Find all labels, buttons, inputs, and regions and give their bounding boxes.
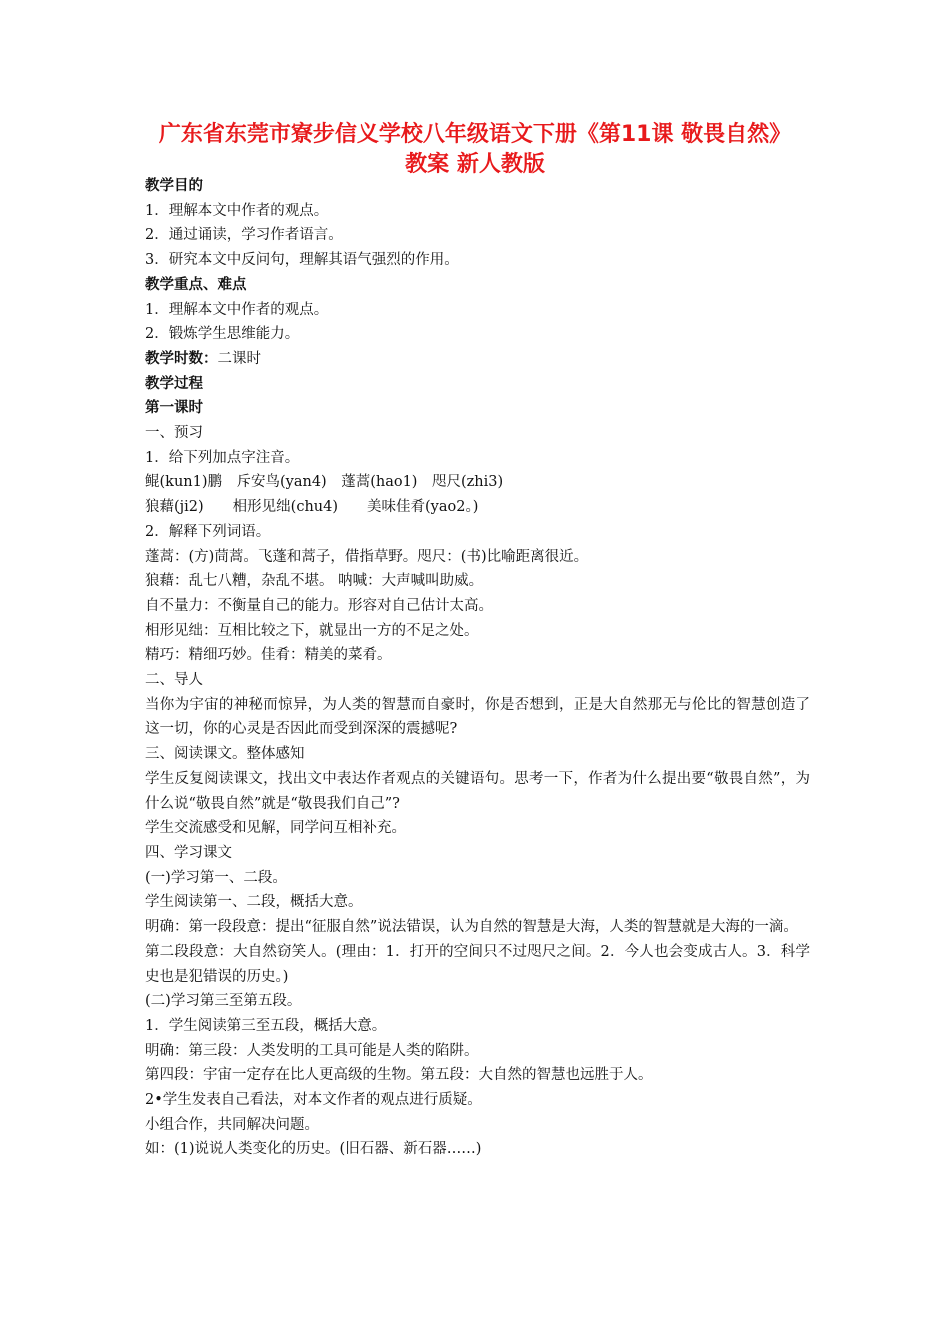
text-line: 蓬蒿：(方)茼蒿。飞蓬和蒿子，借指草野。咫尺：(书)比喻距离很近。 [145,548,589,565]
text-line: 学生交流感受和见解，同学问互相补充。 [145,820,406,837]
text-line: 2．通过诵读，学习作者语言。 [145,227,343,244]
paragraph: 当你为宇宙的神秘而惊异，为人类的智慧而自豪时，你是否想到，正是大自然那无与伦比的智慧创造了这一切，你的心灵是否因此而受到深深的震撼呢? [145,696,810,738]
text-line: 第四段：宇宙一定存在比人更高级的生物。第五段：大自然的智慧也远胜于人。 [145,1067,653,1084]
text-line: 2．锻炼学生思维能力。 [145,326,300,343]
text-line: 狼藉：乱七八糟，杂乱不堪。 呐喊：大声喊叫助威。 [145,573,484,590]
text-line: 2．解释下列词语。 [145,523,271,540]
section-heading: 一、预习 [145,425,203,442]
text-line: (一)学习第一、二段。 [145,869,287,886]
text-line: 3．研究本文中反问句，理解其语气强烈的作用。 [145,252,459,269]
text-line: (二)学习第三至第五段。 [145,993,302,1010]
document-title [100,120,850,180]
heading-objectives: 教学目的 [145,178,203,194]
section-heading: 四、学习课文 [145,844,232,861]
text-line: 1．学生阅读第三至五段，概括大意。 [145,1017,387,1034]
text-line: 自不量力：不衡量自己的能力。形容对自己估计太高。 [145,597,493,614]
heading-key-points: 教学重点、难点 [145,276,247,293]
paragraph: 明确：第一段段意：提出“征服自然”说法错误，认为自然的智慧是大海，人类的智慧就是大海的一滴。 [145,919,798,936]
heading-process: 教学过程 [145,375,203,392]
text-line: 如：(1)说说人类变化的历史。(旧石器、新石器……) [145,1141,482,1158]
text-line: 鲲(kun1)鹏 斥安鸟(yan4) 蓬蒿(hao1) 咫尺(zhi3) [145,474,504,491]
document-body [145,174,810,1162]
text-line: 精巧：精细巧妙。佳肴：精美的菜肴。 [145,647,392,664]
class-hours-value: 二课时 [217,350,261,367]
text-line: 明确：第三段：人类发明的工具可能是人类的陷阱。 [145,1042,479,1059]
text-line: 狼藉(ji2) 相形见绌(chu4) 美味佳肴(yao2。) [145,499,479,516]
paragraph: 第二段段意：大自然窃笑人。(理由：1．打开的空间只不过咫尺之间。2．今人也会变成古人。3．科学史也是犯错误的历史。) [145,943,810,985]
text-line: 相形见绌：互相比较之下，就显出一方的不足之处。 [145,622,479,639]
title-line-2: 教案 新人教版 [405,152,545,177]
text-line: 1．理解本文中作者的观点。 [145,301,329,318]
text-line: 2•学生发表自己看法，对本文作者的观点进行质疑。 [145,1092,482,1109]
text-line: 1．理解本文中作者的观点。 [145,202,329,219]
heading-first-lesson: 第一课时 [145,400,203,417]
text-line: 小组合作，共同解决问题。 [145,1116,319,1133]
title-line-1: 广东省东莞市寮步信义学校八年级语文下册《第11课 敬畏自然》 [158,122,792,147]
heading-class-hours: 教学时数： [145,350,218,367]
section-heading: 三、阅读课文。整体感知 [145,746,305,763]
text-line-class-hours [145,347,810,372]
text-line: 学生阅读第一、二段，概括大意。 [145,894,363,911]
text-line: 1．给下列加点字注音。 [145,449,300,466]
paragraph: 学生反复阅读课文，找出文中表达作者观点的关键语句。思考一下，作者为什么提出要“敬畏自然”，为什么说“敬畏自然”就是“敬畏我们自己”? [145,770,810,812]
section-heading: 二、导人 [145,672,203,689]
